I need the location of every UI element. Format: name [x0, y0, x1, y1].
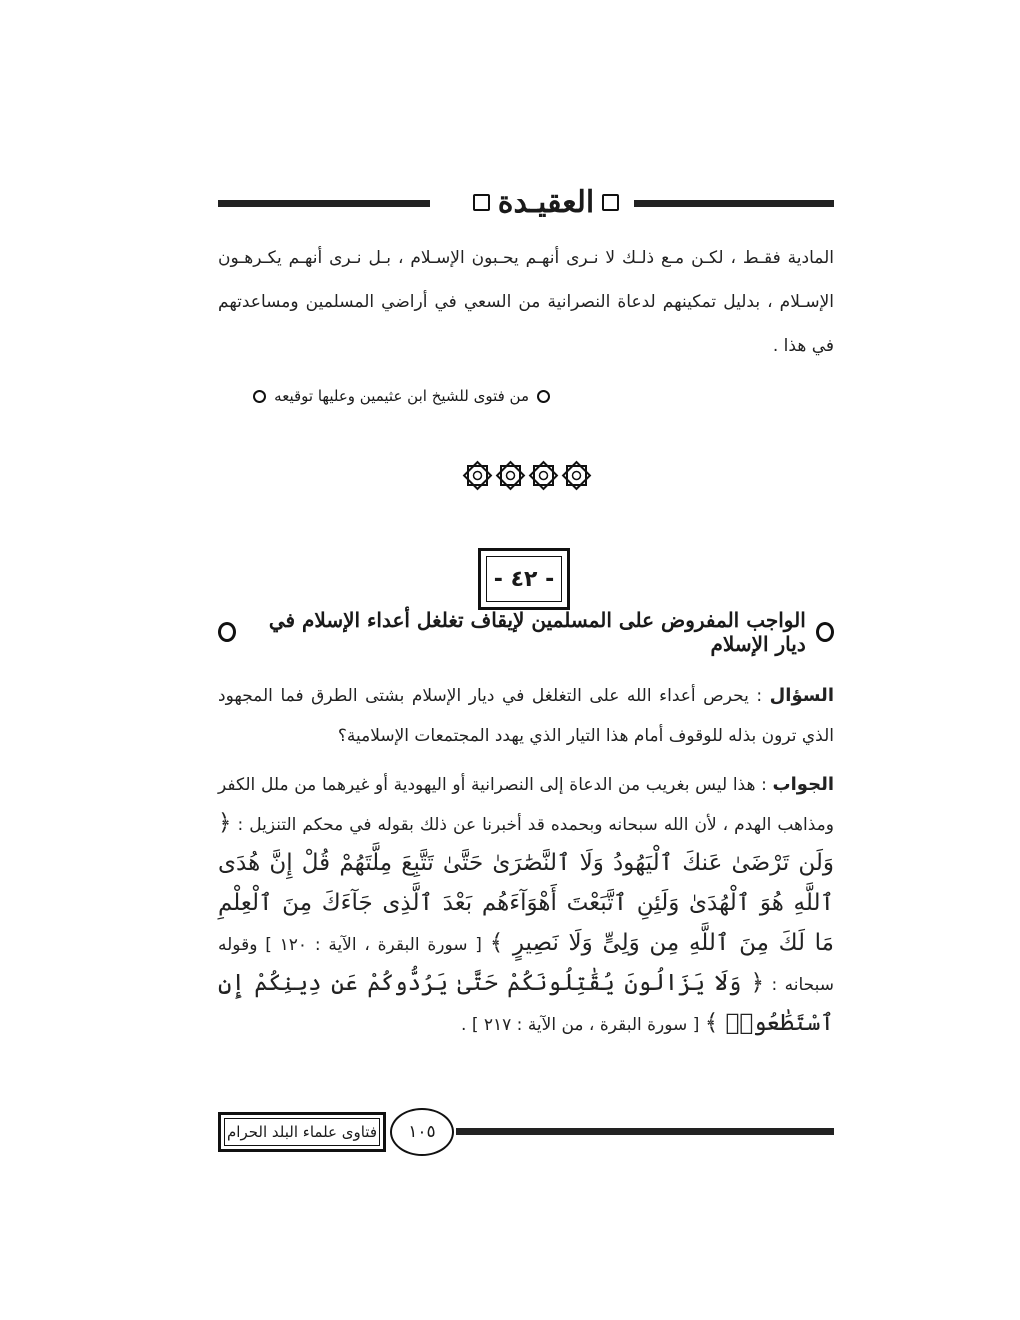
- star-ornament-icon: [528, 456, 559, 496]
- book-title: فتاوى علماء البلد الحرام: [224, 1118, 380, 1146]
- star-ornament-icon: [495, 456, 526, 496]
- page-header: [218, 180, 834, 224]
- star-ornament-icon: [462, 456, 493, 496]
- quran-verse-1: ﴿ وَلَن تَرْضَىٰ عَنكَ ٱلْيَهُودُ وَلَا ٱلنَّصَٰرَىٰ حَتَّىٰ تَتَّبِعَ مِلَّتَهُمْ قُلْ إِنَّ هُدَى ٱللَّهِ هُوَ ٱلْهُدَىٰ وَلَئِنِ ٱتَّبَعْتَ أَهْوَآءَهُم بَعْدَ ٱلَّذِى جَآءَكَ مِنَ ٱلْعِلْمِ مَا لَكَ مِنَ ٱللَّهِ مِن وَلِىٍّ وَلَا نَصِيرٍ ﴾: [218, 810, 834, 956]
- book-title-box: [218, 1112, 386, 1152]
- star-ornament-icon: [561, 456, 592, 496]
- answer-label: الجواب: [772, 774, 834, 795]
- square-bullet-icon: [473, 194, 490, 211]
- verse-reference-1: [ سورة البقرة ، الآية : ١٢٠ ] وقوله سبحانه :: [218, 935, 834, 995]
- question-text: : يحرص أعداء الله على التغلغل في ديار الإسلام بشتى الطرق فما المجهود الذي ترون بذله للوقوف أمام هذا التيار الذي يهدد المجتمعات الإسلامية؟: [218, 686, 834, 746]
- intro-paragraph: المادية فقـط ، لكـن مـع ذلـك لا نـرى أنهـم يحـبون الإسـلام ، بـل نـرى أنهـم يكـرهـون الإسـلام ، بدليل تمكينهم لدعاة النصرانية من السعي في أراضي المسلمين ومساعدتهم في هذا .: [218, 248, 834, 356]
- page-footer: [218, 1106, 834, 1158]
- circle-bullet-icon: [253, 390, 266, 403]
- circle-bullet-icon: [218, 622, 236, 642]
- square-bullet-icon: [602, 194, 619, 211]
- question-title: الواجب المفروض على المسلمين لإيقاف تغلغل أعداء الإسلام في ديار الإسلام: [268, 608, 806, 656]
- question-paragraph: [218, 676, 834, 756]
- question-label: السؤال: [769, 685, 834, 706]
- source-text: من فتوى للشيخ ابن عثيمين وعليها توقيعه: [274, 387, 529, 405]
- answer-paragraph: [218, 766, 834, 1044]
- header-rule-left: [218, 200, 430, 207]
- question-number-box: [478, 548, 570, 610]
- fatwa-source: [218, 382, 550, 410]
- header-title-block: [466, 180, 626, 224]
- question-title-block: [218, 608, 834, 656]
- question-number: - ٤٢ -: [486, 556, 562, 602]
- footer-rule: [456, 1128, 834, 1135]
- header-rule-right: [634, 200, 834, 207]
- section-divider-ornaments: [462, 456, 594, 496]
- page-number: ١٠٥: [390, 1108, 454, 1156]
- verse-reference-2: [ سورة البقرة ، من الآية : ٢١٧ ] .: [461, 1015, 700, 1035]
- chapter-title: العقيـدة: [497, 184, 595, 220]
- answer-intro: : هذا ليس بغريب من الدعاة إلى النصرانية أو اليهودية أو غيرهما من ملل الكفر ومذاهب الهدم ، لأن الله سبحانه وبحمده قد أخبرنا عن ذلك بقوله في محكم التنزيل :: [218, 775, 834, 835]
- circle-bullet-icon: [537, 390, 550, 403]
- quran-verse-2: ﴿ وَلَا يَزَالُونَ يُقَٰتِلُونَكُمْ حَتَّىٰ يَرُدُّوكُمْ عَن دِينِكُمْ إِنِ ٱسْتَطَٰعُوا۟ ﴾: [218, 970, 834, 1036]
- circle-bullet-icon: [816, 622, 834, 642]
